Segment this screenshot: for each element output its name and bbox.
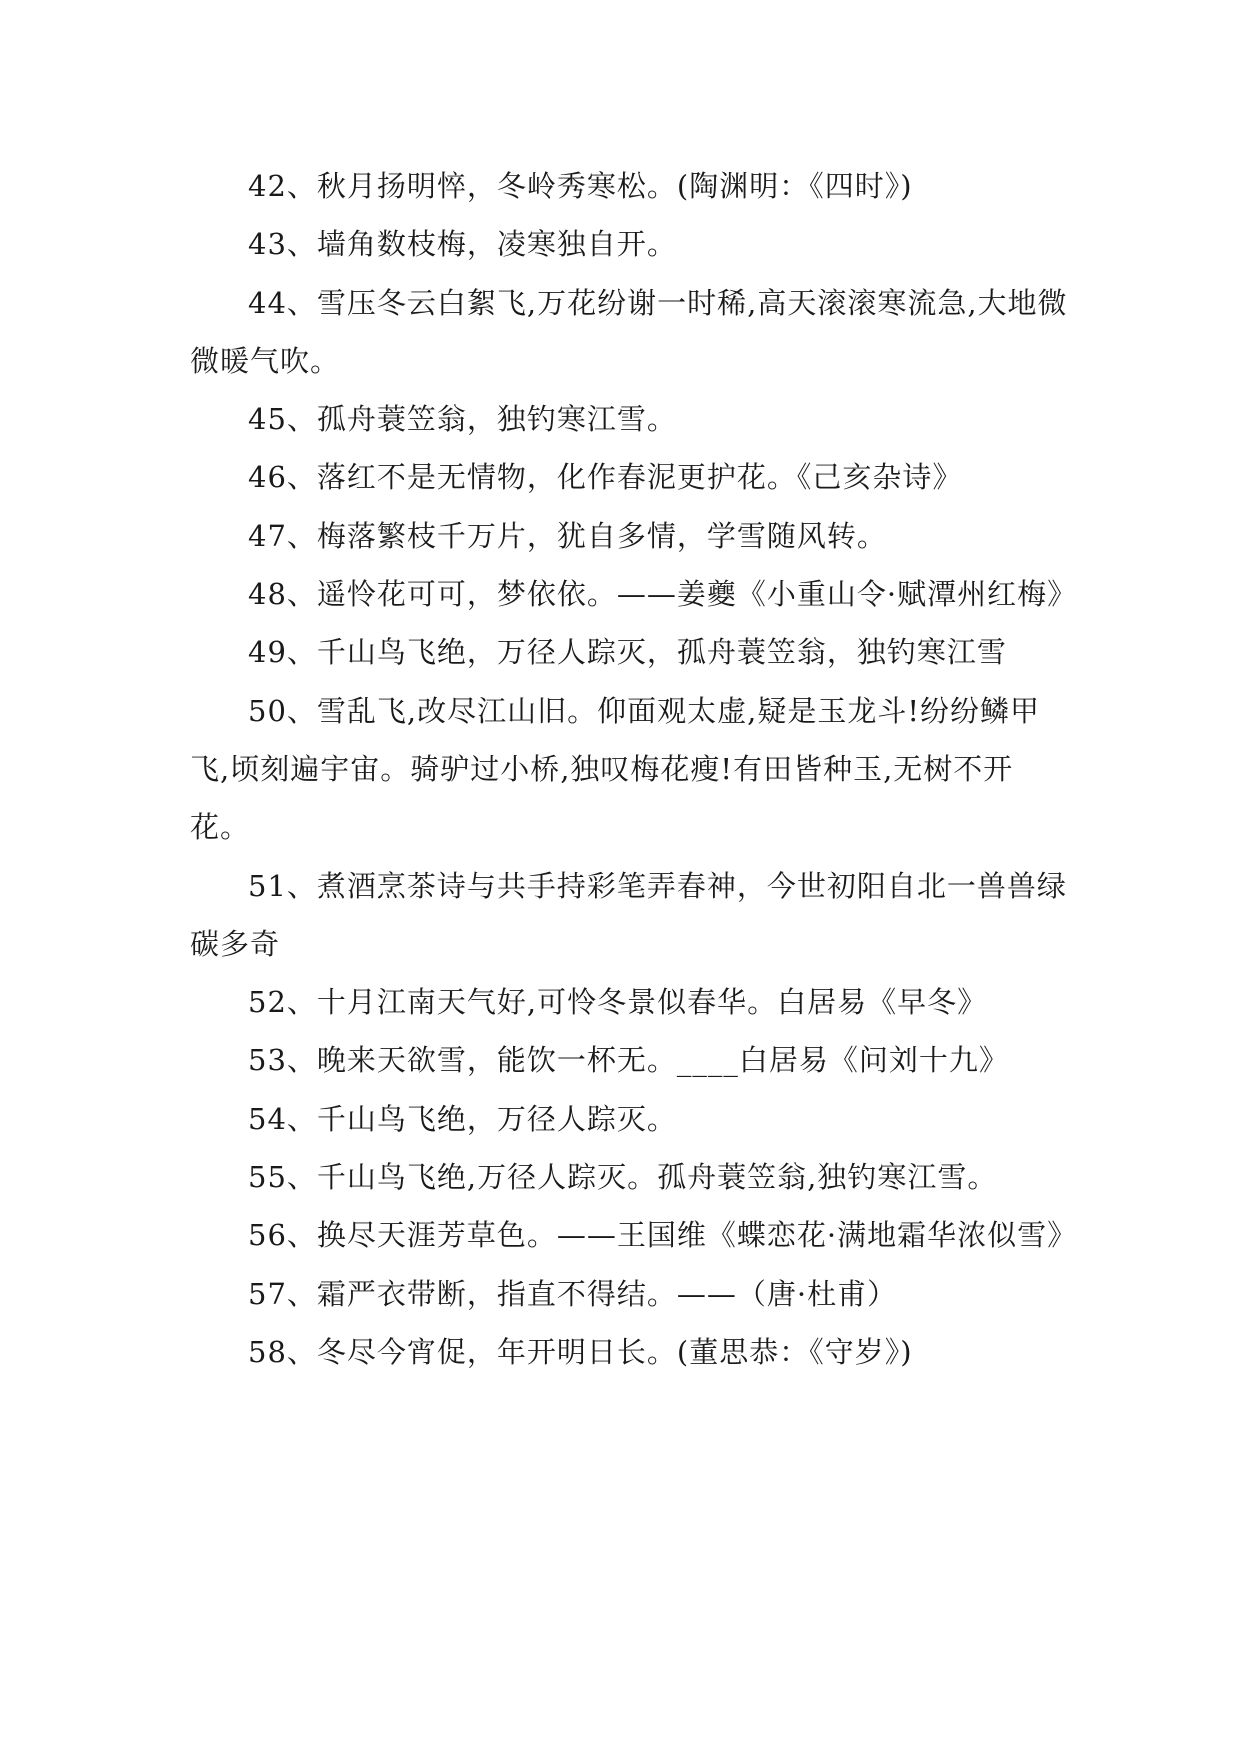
paragraph-46: 46、落红不是无情物，化作春泥更护花。《己亥杂诗》 [248,460,963,495]
paragraph-50: 50、雪乱飞,改尽江山旧。仰面观太虚,疑是玉龙斗!纷纷鳞甲飞,顷刻遍宇宙。骑驴过小桥,独叹梅花瘦!有田皆种玉,无树不开花。 [190,693,1040,845]
paragraph-43: 43、墙角数枝梅，凌寒独自开。 [248,227,677,262]
paragraph-54: 54、千山鸟飞绝，万径人踪灭。 [248,1101,677,1136]
paragraph-52: 52、十月江南天气好,可怜冬景似春华。白居易《早冬》 [248,985,988,1020]
paragraph-56: 56、换尽天涯芳草色。——王国维《蝶恋花·满地霜华浓似雪》 [248,1218,1078,1253]
paragraph-47: 47、梅落繁枝千万片，犹自多情，学雪随风转。 [248,518,887,553]
document-body [190,157,1078,1381]
paragraph-42: 42、秋月扬明悴，冬岭秀寒松。(陶渊明：《四时》) [248,169,913,203]
paragraph-44: 44、雪压冬云白絮飞,万花纷谢一时稀,高天滚滚寒流急,大地微微暖气吹。 [190,285,1068,378]
paragraph-53: 53、晚来天欲雪，能饮一杯无。____白居易《问刘十九》 [248,1043,1009,1078]
paragraph-48: 48、遥怜花可可，梦依依。——姜夔《小重山令·赋潭州红梅》 [248,577,1078,612]
paragraph-45: 45、孤舟蓑笠翁，独钓寒江雪。 [248,402,677,437]
paragraph-57: 57、霜严衣带断，指直不得结。——（唐·杜甫） [248,1276,898,1311]
paragraph-58: 58、冬尽今宵促，年开明日长。(董思恭：《守岁》) [248,1334,913,1369]
paragraph-51: 51、煮酒烹茶诗与共手持彩笔弄春神，今世初阳自北一兽兽绿碳多奇 [190,868,1067,961]
paragraph-49: 49、千山鸟飞绝，万径人踪灭，孤舟蓑笠翁，独钓寒江雪 [248,635,1007,670]
paragraph-55: 55、千山鸟飞绝,万径人踪灭。孤舟蓑笠翁,独钓寒江雪。 [248,1160,998,1195]
